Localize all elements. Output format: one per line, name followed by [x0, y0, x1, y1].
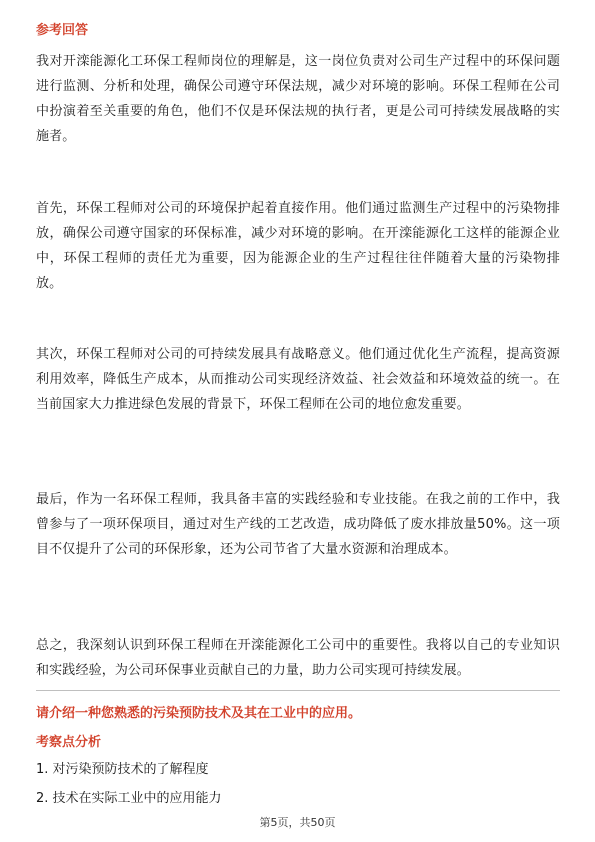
answer-paragraph-3: 其次，环保工程师对公司的可持续发展具有战略意义。他们通过优化生产流程，提高资源利用效率，降低生产成本，从而推动公司实现经济效益、社会效益和环境效益的统一。在当前国家大力推进绿色发展的背景下，环保工程师在公司的地位愈发重要。 — [36, 347, 560, 412]
section-divider — [36, 690, 560, 691]
page-number: 第5页，共50页 — [259, 816, 336, 829]
answer-paragraph-1: 我对开滦能源化工环保工程师岗位的理解是，这一岗位负责对公司生产过程中的环保问题进行监测、分析和处理，确保公司遵守环保法规，减少对环境的影响。环保工程师在公司中扮演着至关重要的角色，他们不仅是环保法规的执行者，更是公司可持续发展战略的实施者。 — [36, 54, 560, 144]
answer-heading: 参考回答 — [36, 23, 89, 38]
answer-paragraph-2: 首先，环保工程师对公司的环境保护起着直接作用。他们通过监测生产过程中的污染物排放，确保公司遵守国家的环保标准，减少对环境的影响。在开滦能源化工这样的能源企业中，环保工程师的责任尤为重要，因为能源企业的生产过程往往伴随着大量的污染物排放。 — [36, 201, 560, 291]
answer-paragraph-4: 最后，作为一名环保工程师，我具备丰富的实践经验和专业技能。在我之前的工作中，我曾参与了一项环保项目，通过对生产线的工艺改造，成功降低了废水排放量50%。这一项目不仅提升了公司的环保形象，还为公司节省了大量水资源和治理成本。 — [36, 492, 560, 557]
analysis-point-2: 2. 技术在实际工业中的应用能力 — [36, 791, 222, 806]
analysis-point-1: 1. 对污染预防技术的了解程度 — [36, 762, 209, 777]
analysis-heading: 考察点分析 — [36, 735, 102, 750]
next-question: 请介绍一种您熟悉的污染预防技术及其在工业中的应用。 — [36, 706, 362, 721]
answer-paragraph-5: 总之，我深刻认识到环保工程师在开滦能源化工公司中的重要性。我将以自己的专业知识和实践经验，为公司环保事业贡献自己的力量，助力公司实现可持续发展。 — [36, 638, 560, 678]
